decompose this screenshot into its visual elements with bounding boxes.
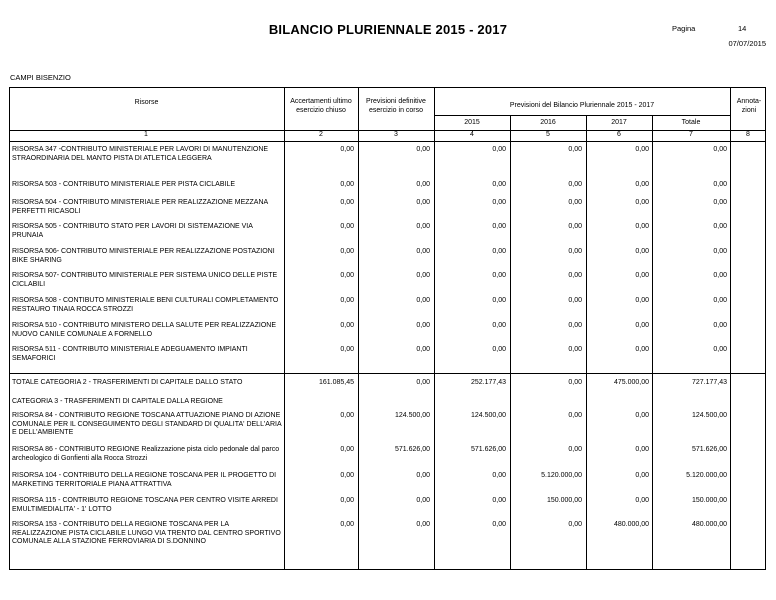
table-row-acc-value: 0,00 — [340, 146, 354, 153]
table-row-y2017-value: 0,00 — [635, 346, 649, 353]
table-row-desc: RISORSA 503 - CONTRIBUTO MINISTERIALE PER PISTA CICLABILE — [12, 181, 236, 188]
table-row-prev-value: 0,00 — [416, 322, 430, 329]
header-line — [434, 115, 730, 116]
table-row-y2017-value: 480.000,00 — [613, 521, 649, 528]
col-divider — [510, 115, 511, 570]
table-row-tot-value: 0,00 — [713, 223, 727, 230]
table-row-prev-value: 0,00 — [416, 146, 430, 153]
table-row-y2017-value: 0,00 — [635, 472, 649, 479]
total-row-desc: TOTALE CATEGORIA 2 - TRASFERIMENTI DI CAPITALE DALLO STATO — [12, 379, 243, 386]
col-number: 7 — [689, 131, 693, 138]
table-row-acc-value: 0,00 — [340, 297, 354, 304]
table-row-desc: RISORSA 508 - CONTIBUTO MINISTERIALE BENI CULTURALI COMPLETAMENTO RESTAURO TINAIA ROCCA STROZZI — [12, 297, 279, 313]
table-row-y2015-value: 571.626,00 — [470, 446, 506, 453]
table-row-y2016-value: 0,00 — [568, 346, 582, 353]
col-header-2015: 2015 — [464, 119, 480, 126]
table-row-tot-value: 124.500,00 — [691, 412, 727, 419]
table-row-acc-value: 0,00 — [340, 472, 354, 479]
table-row-y2015-value: 0,00 — [492, 322, 506, 329]
table-row-desc: RISORSA 86 - CONTRIBUTO REGIONE Realizzazione pista ciclo pedonale dal parco archeologico di Gonfienti alla Rocca Strozzi — [12, 446, 280, 462]
table-row-prev-value: 571.626,00 — [394, 446, 430, 453]
header-line — [9, 141, 766, 142]
table-row-y2016-value: 150.000,00 — [546, 497, 582, 504]
col-header-risorse: Risorse — [134, 99, 159, 106]
table-row-acc-value: 0,00 — [340, 272, 354, 279]
col-divider — [652, 115, 653, 570]
col-divider — [730, 87, 731, 570]
total-row-y2016-value: 0,00 — [568, 379, 582, 386]
table-row-y2016-value: 0,00 — [568, 297, 582, 304]
table-row-y2015-value: 0,00 — [492, 248, 506, 255]
table-row-tot-value: 0,00 — [713, 322, 727, 329]
table-row-acc-value: 0,00 — [340, 181, 354, 188]
table-row-y2017-value: 0,00 — [635, 199, 649, 206]
table-row-y2017-value: 0,00 — [635, 181, 649, 188]
table-row-y2015-value: 0,00 — [492, 146, 506, 153]
col-divider — [586, 115, 587, 570]
table-row-acc-value: 0,00 — [340, 521, 354, 528]
table-row-y2016-value: 0,00 — [568, 272, 582, 279]
table-row-y2015-value: 0,00 — [492, 472, 506, 479]
table-row-y2016-value: 5.120.000,00 — [541, 472, 582, 479]
ente-name: CAMPI BISENZIO — [10, 73, 71, 82]
table-row-tot-value: 5.120.000,00 — [686, 472, 727, 479]
total-separator — [9, 373, 766, 374]
table-row-tot-value: 571.626,00 — [691, 446, 727, 453]
col-divider — [358, 87, 359, 570]
table-row-desc: RISORSA 504 - CONTRIBUTO MINISTERIALE PER REALIZZAZIONE MEZZANA PERFETTI RICASOLI — [12, 199, 268, 215]
table-row-y2017-value: 0,00 — [635, 322, 649, 329]
table-row-tot-value: 0,00 — [713, 272, 727, 279]
table-row-prev-value: 0,00 — [416, 346, 430, 353]
table-row-y2015-value: 0,00 — [492, 297, 506, 304]
col-number: 1 — [144, 131, 148, 138]
col-number: 8 — [746, 131, 750, 138]
table-row-tot-value: 480.000,00 — [691, 521, 727, 528]
table-row-y2016-value: 0,00 — [568, 521, 582, 528]
table-row-prev-value: 0,00 — [416, 497, 430, 504]
total-row-tot-value: 727.177,43 — [691, 379, 727, 386]
table-row-y2015-value: 0,00 — [492, 346, 506, 353]
table-row-prev-value: 0,00 — [416, 199, 430, 206]
table-row-y2015-value: 0,00 — [492, 181, 506, 188]
table-row-desc: RISORSA 347 -CONTRIBUTO MINISTERIALE PER LAVORI DI MANUTENZIONE STRAORDINARIA DEL MANTO PISTA DI ATLETICA LEGGERA — [12, 146, 269, 162]
table-row-y2015-value: 124.500,00 — [470, 412, 506, 419]
table-row-prev-value: 0,00 — [416, 472, 430, 479]
table-row-acc-value: 0,00 — [340, 412, 354, 419]
total-row-y2017-value: 475.000,00 — [613, 379, 649, 386]
table-row-tot-value: 0,00 — [713, 199, 727, 206]
table-row-desc: RISORSA 84 - CONTRIBUTO REGIONE TOSCANA ATTUAZIONE PIANO DI AZIONE COMUNALE PER IL CONSEGUIMENTO DEGLI STANDARD DI QUALITA' DELL'ARIA E DELL'AMBIENTE — [12, 412, 282, 437]
table-row-desc: RISORSA 115 - CONTRIBUTO REGIONE TOSCANA PER CENTRO VISITE ARREDI EMULTIMEDIALITA' - 1' LOTTO — [12, 497, 278, 513]
table-row-y2016-value: 0,00 — [568, 223, 582, 230]
table-row-acc-value: 0,00 — [340, 248, 354, 255]
table-row-prev-value: 124.500,00 — [394, 412, 430, 419]
col-number: 6 — [617, 131, 621, 138]
table-row-y2015-value: 0,00 — [492, 199, 506, 206]
table-row-y2017-value: 0,00 — [635, 146, 649, 153]
col-header-pluriennale: Previsioni del Bilancio Pluriennale 2015 - 2017 — [509, 102, 655, 109]
table-row-tot-value: 150.000,00 — [691, 497, 727, 504]
table-row-y2016-value: 0,00 — [568, 181, 582, 188]
table-row-prev-value: 0,00 — [416, 248, 430, 255]
col-number: 2 — [319, 131, 323, 138]
table-row-tot-value: 0,00 — [713, 248, 727, 255]
col-number: 4 — [470, 131, 474, 138]
table-row-tot-value: 0,00 — [713, 346, 727, 353]
table-row-y2016-value: 0,00 — [568, 322, 582, 329]
table-row-y2017-value: 0,00 — [635, 297, 649, 304]
table-row-acc-value: 0,00 — [340, 223, 354, 230]
col-header-previsioni-definitive: Previsioni definitive esercizio in corso — [366, 98, 426, 114]
table-row-desc: RISORSA 507- CONTRIBUTO MINISTERIALE PER SISTEMA UNICO DELLE PISTE CICLABILI — [12, 272, 278, 288]
table-row-y2016-value: 0,00 — [568, 446, 582, 453]
table-row-prev-value: 0,00 — [416, 223, 430, 230]
total-row-prev-value: 0,00 — [416, 379, 430, 386]
table-row-desc: RISORSA 506- CONTRIBUTO MINISTERIALE PER REALIZZAZIONE POSTAZIONI BIKE SHARING — [12, 248, 275, 264]
table-row-tot-value: 0,00 — [713, 181, 727, 188]
table-row-tot-value: 0,00 — [713, 297, 727, 304]
col-divider — [284, 87, 285, 570]
category-heading: CATEGORIA 3 - TRASFERIMENTI DI CAPITALE DALLA REGIONE — [12, 398, 223, 405]
table-row-y2016-value: 0,00 — [568, 412, 582, 419]
col-divider — [434, 87, 435, 570]
table-row-y2017-value: 0,00 — [635, 412, 649, 419]
col-number: 5 — [546, 131, 550, 138]
table-row-acc-value: 0,00 — [340, 346, 354, 353]
table-row-prev-value: 0,00 — [416, 521, 430, 528]
table-row-prev-value: 0,00 — [416, 272, 430, 279]
table-row-desc: RISORSA 510 - CONTRIBUTO MINISTERO DELLA SALUTE PER REALIZZAZIONE NUOVO CANILE COMUNALE A FORNELLO — [12, 322, 276, 338]
table-row-y2015-value: 0,00 — [492, 223, 506, 230]
table-row-acc-value: 0,00 — [340, 497, 354, 504]
total-row-y2015-value: 252.177,43 — [470, 379, 506, 386]
col-header-accertamenti: Accertamenti ultimo esercizio chiuso — [290, 98, 352, 114]
table-row-desc: RISORSA 104 - CONTRIBUTO DELLA REGIONE TOSCANA PER IL PROGETTO DI MARKETING TERRITORIALE PIANA ATTRATTIVA — [12, 472, 277, 488]
page-label: Pagina — [672, 24, 696, 33]
table-row-acc-value: 0,00 — [340, 322, 354, 329]
table-row-tot-value: 0,00 — [713, 146, 727, 153]
table-row-y2015-value: 0,00 — [492, 521, 506, 528]
page-title: BILANCIO PLURIENNALE 2015 - 2017 — [268, 22, 508, 37]
col-header-2017: 2017 — [611, 119, 627, 126]
col-header-2016: 2016 — [540, 119, 556, 126]
table-row-acc-value: 0,00 — [340, 199, 354, 206]
table-row-y2016-value: 0,00 — [568, 248, 582, 255]
col-header-annotazioni: Annota- zioni — [736, 98, 762, 114]
col-header-totale: Totale — [681, 119, 701, 126]
table-row-y2016-value: 0,00 — [568, 199, 582, 206]
total-row-acc-value: 161.085,45 — [318, 379, 354, 386]
col-number: 3 — [394, 131, 398, 138]
table-row-desc: RISORSA 505 - CONTRIBUTO STATO PER LAVORI DI SISTEMAZIONE VIA PRUNAIA — [12, 223, 253, 239]
page-number: 14 — [738, 24, 747, 33]
table-row-y2017-value: 0,00 — [635, 497, 649, 504]
table-row-prev-value: 0,00 — [416, 181, 430, 188]
table-row-y2017-value: 0,00 — [635, 446, 649, 453]
table-row-y2015-value: 0,00 — [492, 272, 506, 279]
table-row-y2015-value: 0,00 — [492, 497, 506, 504]
table-row-desc: RISORSA 511 - CONTRIBUTO MINISTERIALE ADEGUAMENTO IMPIANTI SEMAFORICI — [12, 346, 248, 362]
table-row-acc-value: 0,00 — [340, 446, 354, 453]
report-date: 07/07/2015 — [728, 39, 766, 48]
table-row-y2017-value: 0,00 — [635, 272, 649, 279]
table-row-y2017-value: 0,00 — [635, 248, 649, 255]
table-row-desc: RISORSA 153 - CONTRIBUTO DELLA REGIONE TOSCANA PER LA REALIZZAZIONE PISTA CICLABILE LUNGO VIA TRENTO DAL CENTRO SPORTIVO COMUNALE ALLA STAZIONE FERROVIARIA DI S.DONNINO — [12, 521, 281, 546]
table-row-y2017-value: 0,00 — [635, 223, 649, 230]
table-row-y2016-value: 0,00 — [568, 146, 582, 153]
table-row-prev-value: 0,00 — [416, 297, 430, 304]
